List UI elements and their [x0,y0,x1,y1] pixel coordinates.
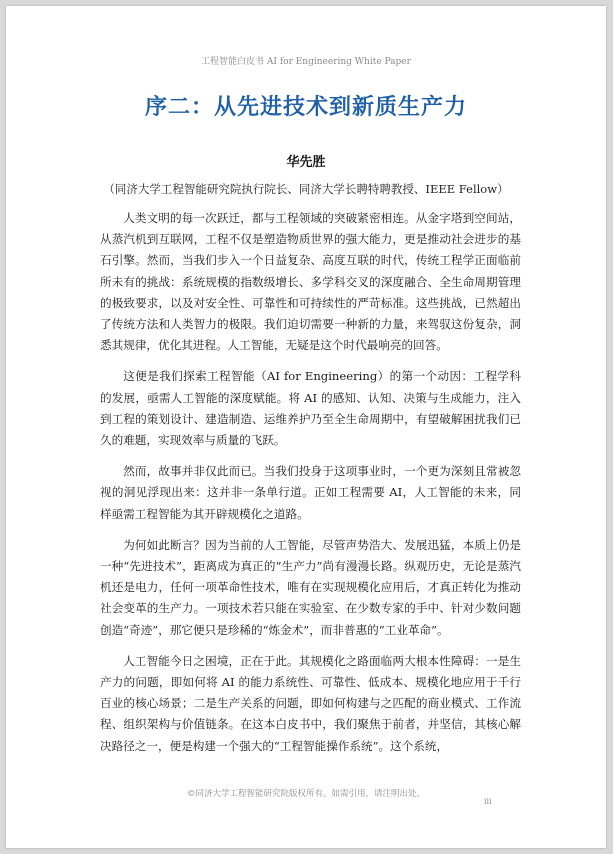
page-number: iii [484,797,492,806]
author-name: 华先胜 [286,155,326,170]
running-header: 工程智能白皮书 AI for Engineering White Paper [201,57,411,67]
paragraph-2: 这便是我们探索工程智能（AI for Engineering）的第一个动因：工程学科的发展，亟需人工智能的深度赋能。将 AI 的感知、认知、决策与生成能力，注入到工程的策划设计、建造制造、运维养护乃至全生命周期中，有望破解困扰我们已久的难题，实现效率与质量的飞跃。 [100,369,521,448]
copyright-footer: ©同济大学工程智能研究院版权所有。如需引用，请注明出处。 [186,789,425,799]
document-page [6,6,606,848]
paragraph-1: 人类文明的每一次跃迁，都与工程领域的突破紧密相连。从金字塔到空间站，从蒸汽机到互联网，工程不仅是塑造物质世界的强大能力，更是推动社会进步的基石引擎。然而，当我们步入一个日益复杂、高度互联的时代，传统工程学正面临前所未有的挑战：系统规模的指数级增长、多学科交叉的深度融合、全生命周期管理的极致要求，以及对安全性、可靠性和可持续性的严苛标准。这些挑战，已然超出了传统方法和人类智力的极限。我们迫切需要一种新的力量，来驾驭这份复杂，洞悉其规律，优化其进程。人工智能，无疑是这个时代最响亮的回答。 [100,211,521,353]
paragraph-4: 为何如此断言？因为当前的人工智能，尽管声势浩大、发展迅猛，本质上仍是一种“先进技术”，距离成为真正的“生产力”尚有漫漫长路。纵观历史，无论是蒸汽机还是电力，任何一项革命性技术，唯有在实现规模化应用后，才真正转化为推动社会变革的生产力。一项技术若只能在实验室、在少数专家的手中、针对少数问题创造“奇迹”，那它便只是珍稀的“炼金术”，而非普惠的“工业革命”。 [100,537,521,637]
page-title: 序二：从先进技术到新质生产力 [144,95,467,120]
paragraph-5: 人工智能今日之困境，正在于此。其规模化之路面临两大根本性障碍：一是生产力的问题，即如何将 AI 的能力系统性、可靠性、低成本、规模化地应用于千行百业的核心场景；二是生产关系的问题，即如何构建与之匹配的商业模式、工作流程、组织架构与价值链条。在这本白皮书中，我们聚焦于前者，并坚信，其核心解决路径之一，便是构建一个强大的“工程智能操作系统”。这个系统， [100,653,521,753]
body-text [100,208,521,767]
paragraph-3: 然而，故事并非仅此而已。当我们投身于这项事业时，一个更为深刻且常被忽视的洞见浮现出来：这并非一条单行道。正如工程需要 AI，人工智能的未来，同样亟需工程智能为其开辟规模化之道路。 [100,464,521,521]
author-affiliation: （同济大学工程智能研究院执行院长、同济大学长聘特聘教授、IEEE Fellow） [103,182,509,196]
